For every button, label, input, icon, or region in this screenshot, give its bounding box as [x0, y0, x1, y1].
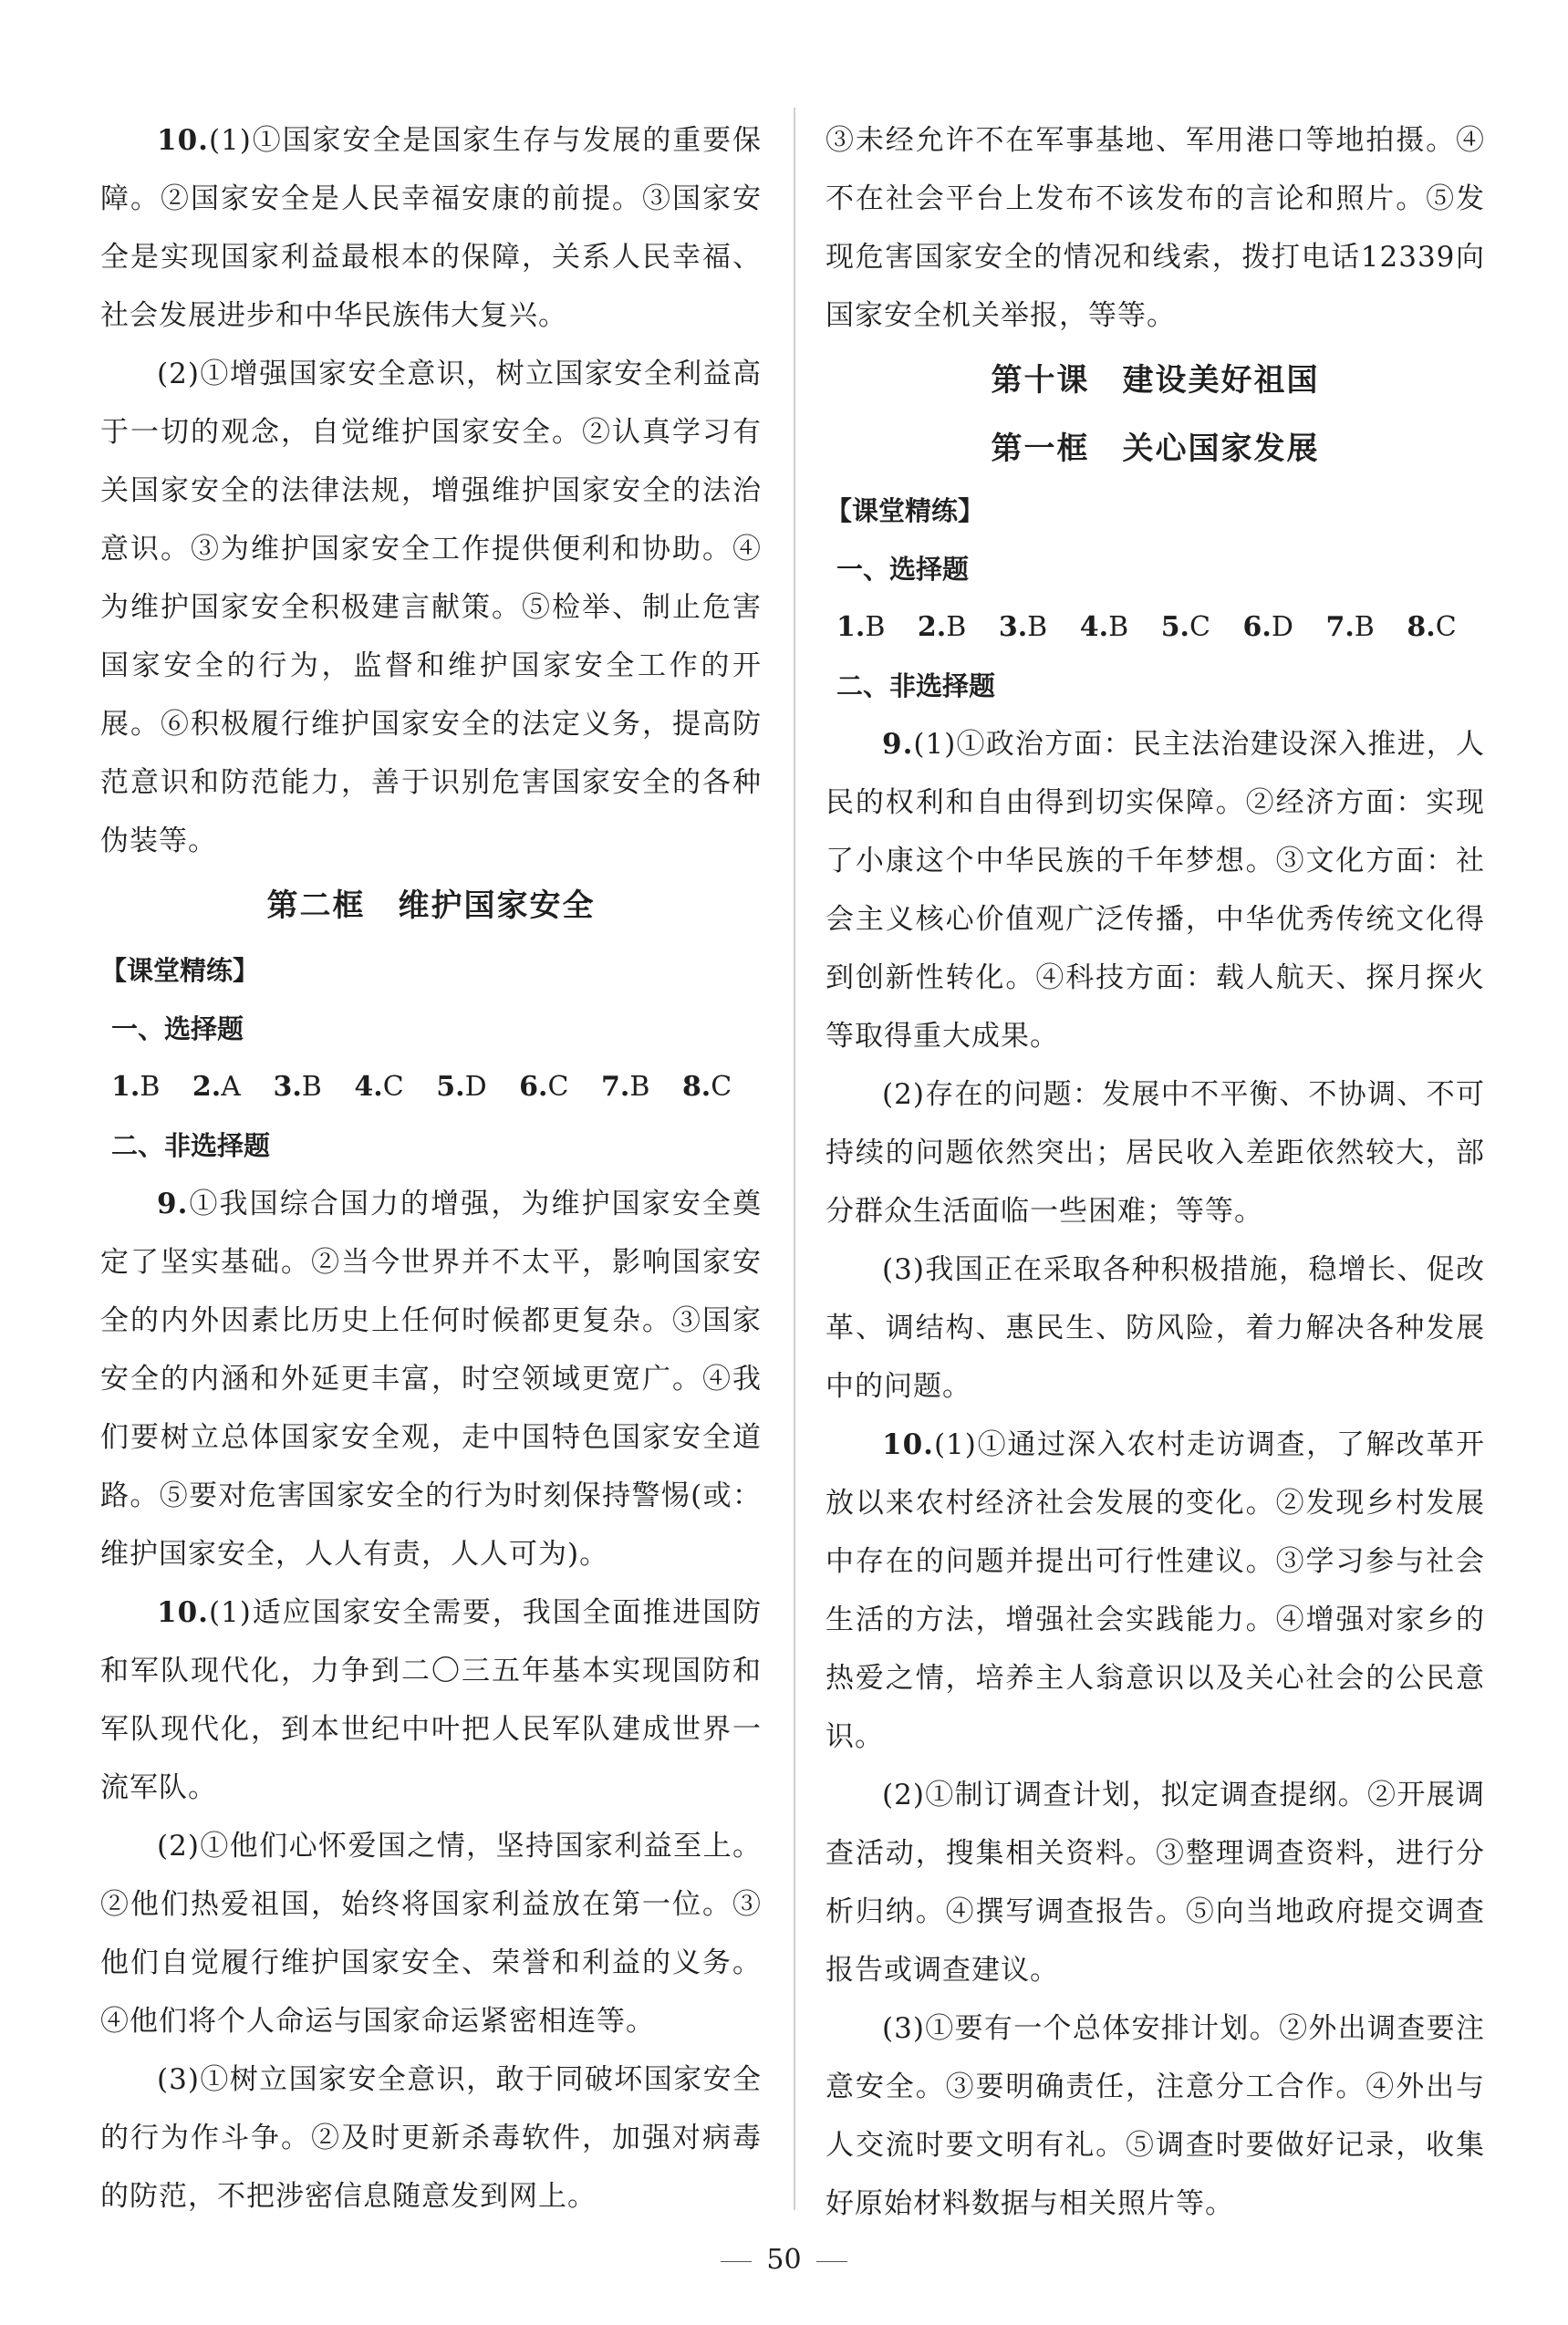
page-footer: [0, 2244, 1568, 2276]
practice-label: 【课堂精练】: [100, 955, 260, 986]
answer-item: 7.B: [601, 1071, 650, 1103]
answer-item: 2.A: [192, 1071, 241, 1103]
right-column: [826, 111, 1485, 2233]
lesson-title: 第十课 建设美好祖国: [991, 362, 1320, 399]
nonchoice-heading: 二、非选择题: [836, 670, 996, 701]
page-number: 50: [766, 2244, 802, 2276]
answer-item: 5.C: [1160, 611, 1210, 643]
section-title: 第二框 维护国家安全: [266, 887, 596, 924]
q10-answer-part1: 10.(1)①国家安全是国家生存与发展的重要保障。②国家安全是人民幸福安康的前提。③国家安全是实现国家利益最根本的保障，关系人民幸福、社会发展进步和中华民族伟大复兴。: [100, 124, 762, 332]
footer-dash-left: [721, 2261, 752, 2262]
q10-answer-part2: (2)①制订调查计划，拟定调查提纲。②开展调查活动，搜集相关资料。③整理调查资料，进行分析归纳。④撰写调查报告。⑤向当地政府提交调查报告或调查建议。: [826, 1779, 1485, 1987]
q9-answer-part1: 9.(1)①政治方面：民主法治建设深入推进，人民的权利和自由得到切实保障。②经济方面：实现了小康这个中华民族的千年梦想。③文化方面：社会主义核心价值观广泛传播，中华优秀传统文化得到创新性转化。④科技方面：载人航天、探月探火等取得重大成果。: [826, 728, 1485, 1053]
answer-item: 6.D: [1242, 611, 1293, 643]
q10b-answer-continued: ③未经允许不在军事基地、军用港口等地拍摄。④不在社会平台上发布不该发布的言论和照片。⑤发现危害国家安全的情况和线索，拨打电话12339向国家安全机关举报，等等。: [826, 124, 1485, 332]
q9-answer-part3: (3)我国正在采取各种积极措施，稳增长、促改革、调结构、惠民生、防风险，着力解决各种发展中的问题。: [826, 1253, 1485, 1403]
answer-item: 3.B: [998, 611, 1048, 643]
q9-answer-part2: (2)存在的问题：发展中不平衡、不协调、不可持续的问题依然突出；居民收入差距依然较大，部分群众生活面临一些困难；等等。: [826, 1078, 1485, 1228]
answer-item: 4.B: [1079, 611, 1129, 643]
choice-heading: 一、选择题: [111, 1013, 244, 1044]
answer-item: 5.D: [436, 1071, 487, 1103]
q10-answer-part3: (3)①要有一个总体安排计划。②外出调查要注意安全。③要明确责任，注意分工合作。④外出与人交流时要文明有礼。⑤调查时要做好记录，收集好原始材料数据与相关照片等。: [826, 2012, 1485, 2220]
q10b-answer-part1: 10.(1)适应国家安全需要，我国全面推进国防和军队现代化，力争到二〇三五年基本实现国防和军队现代化，到本世纪中叶把人民军队建成世界一流军队。: [100, 1596, 762, 1804]
answer-item: 1.B: [111, 1071, 161, 1103]
choice-heading: 一、选择题: [836, 554, 970, 585]
answer-item: 6.C: [519, 1071, 569, 1103]
answer-item: 3.B: [273, 1071, 322, 1103]
nonchoice-heading: 二、非选择题: [111, 1130, 271, 1161]
q9-answer: 9.①我国综合国力的增强，为维护国家安全奠定了坚实基础。②当今世界并不太平，影响国家安全的内外因素比历史上任何时候都更复杂。③国家安全的内涵和外延更丰富，时空领域更宽广。④我们要树立总体国家安全观，走中国特色国家安全道路。⑤要对危害国家安全的行为时刻保持警惕(或：维护国家安全，人人有责，人人可为)。: [100, 1188, 762, 1571]
answer-item: 8.C: [1407, 611, 1457, 643]
footer-dash-right: [816, 2261, 847, 2262]
answer-item: 8.C: [681, 1071, 732, 1103]
q10b-answer-part3: (3)①树立国家安全意识，敢于同破坏国家安全的行为作斗争。②及时更新杀毒软件，加强对病毒的防范，不把涉密信息随意发到网上。: [100, 2063, 762, 2213]
column-divider: [794, 108, 795, 2210]
answer-item: 1.B: [836, 611, 886, 643]
choice-answers: [100, 1058, 762, 1116]
q10-answer-part1: 10.(1)①通过深入农村走访调查，了解改革开放以来农村经济社会发展的变化。②发现乡村发展中存在的问题并提出可行性建议。③学习参与社会生活的方法，增强社会实践能力。④增强对家乡的热爱之情，培养主人翁意识以及关心社会的公民意识。: [826, 1428, 1485, 1753]
answer-item: 4.C: [354, 1071, 404, 1103]
q10b-answer-part2: (2)①他们心怀爱国之情，坚持国家利益至上。②他们热爱祖国，始终将国家利益放在第一位。③他们自觉履行维护国家安全、荣誉和利益的义务。④他们将个人命运与国家命运紧密相连等。: [100, 1830, 762, 2038]
q10-answer-part2: (2)①增强国家安全意识，树立国家安全利益高于一切的观念，自觉维护国家安全。②认真学习有关国家安全的法律法规，增强维护国家安全的法治意识。③为维护国家安全工作提供便利和协助。④为维护国家安全积极建言献策。⑤检举、制止危害国家安全的行为，监督和维护国家安全工作的开展。⑥积极履行维护国家安全的法定义务，提高防范意识和防范能力，善于识别危害国家安全的各种伪装等。: [100, 358, 762, 857]
practice-label: 【课堂精练】: [826, 495, 985, 526]
section-title: 第一框 关心国家发展: [991, 431, 1320, 467]
choice-answers: [826, 598, 1485, 657]
left-column: [100, 111, 762, 2226]
answer-item: 7.B: [1325, 611, 1375, 643]
answer-item: 2.B: [917, 611, 967, 643]
